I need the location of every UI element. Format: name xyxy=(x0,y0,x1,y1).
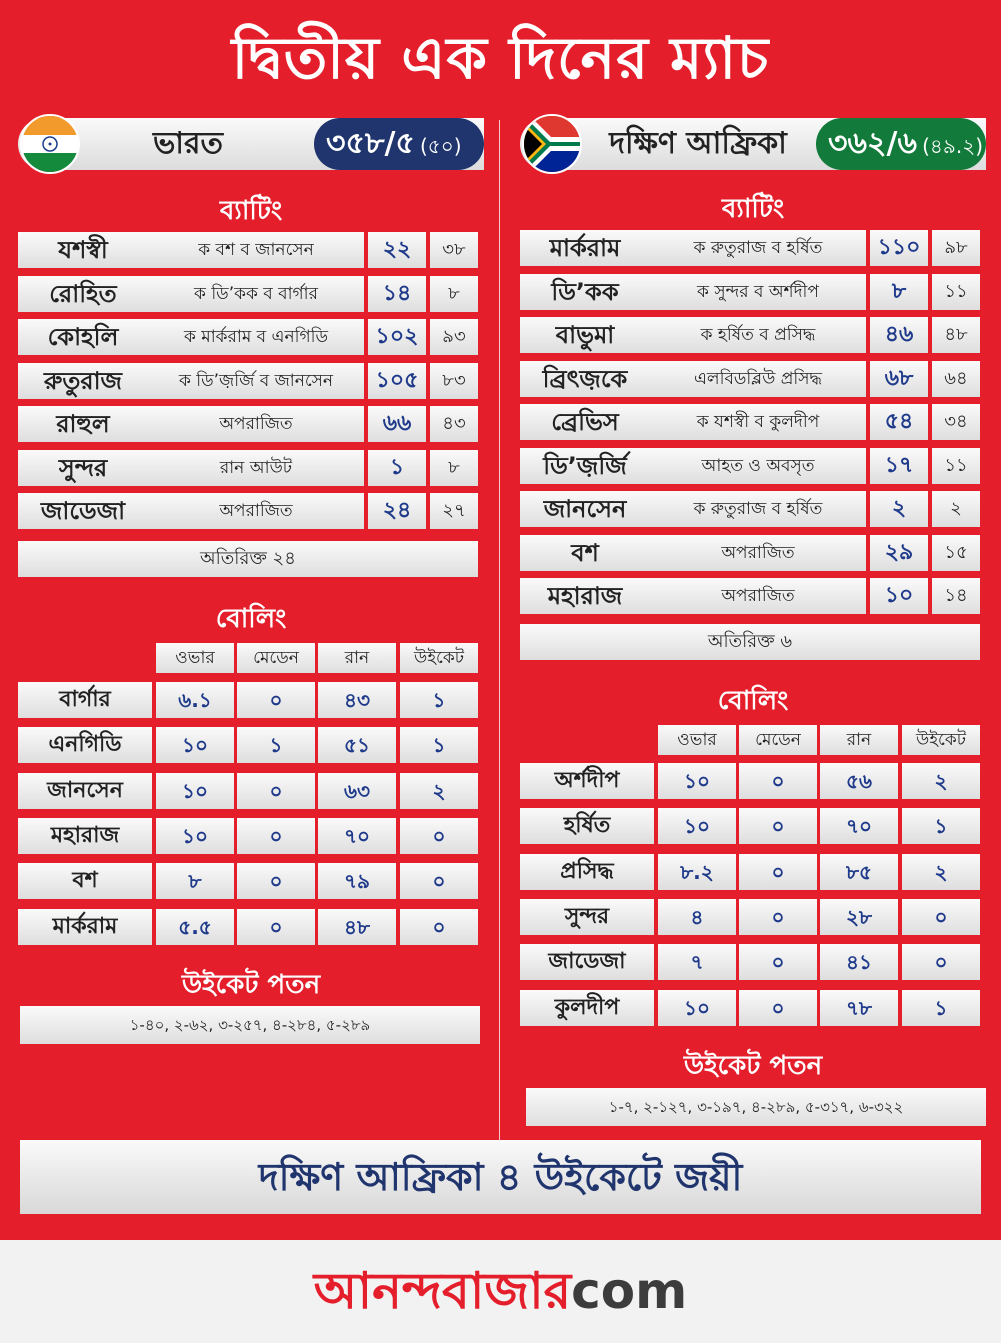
col-runs: রান xyxy=(318,643,396,673)
bowler-overs: ৮.২ xyxy=(658,854,736,890)
batting-row xyxy=(520,230,980,266)
batter-balls: ৩৪ xyxy=(932,404,980,440)
batter-balls: ৮ xyxy=(430,276,478,312)
dismissal: ক ডি’জ়র্জি ব জানসেন xyxy=(178,370,334,391)
dismissal: ক রুতুরাজ ব হর্ষিত xyxy=(693,238,823,258)
batter-name: রাহুল xyxy=(56,410,110,438)
bowling-row xyxy=(520,990,980,1026)
batter-balls: ৮ xyxy=(430,450,478,486)
bowling-row xyxy=(18,682,478,718)
batter-runs: ২৪ xyxy=(368,493,426,529)
batter-name: জানসেন xyxy=(543,495,627,523)
bowler-maidens: ০ xyxy=(739,808,817,844)
bowler-overs: ৫.৫ xyxy=(156,909,234,945)
bowler-wickets: ২ xyxy=(400,773,478,809)
sa-score: ৩৬২/৬ xyxy=(828,126,917,161)
dismissal: এলবিডব্লিউ প্রসিদ্ধ xyxy=(693,368,822,389)
bowler-runs: ৪৩ xyxy=(318,682,396,718)
batter-name: ডি’কক xyxy=(551,277,619,306)
batter-runs: ৬৬ xyxy=(368,406,426,442)
batter-runs: ১০ xyxy=(870,578,928,614)
dismissal: রান আউট xyxy=(219,457,293,478)
india-flag-icon xyxy=(20,114,80,174)
page-title: দ্বিতীয় এক দিনের ম্যাচ xyxy=(231,24,770,92)
batter-cell xyxy=(18,276,364,312)
bowling-row xyxy=(520,808,980,844)
batter-runs: ১৪ xyxy=(368,276,426,312)
batter-cell xyxy=(520,448,866,484)
india-extras: অতিরিক্ত ২৪ xyxy=(18,541,478,577)
batter-runs: ১০২ xyxy=(368,319,426,355)
bowler-wickets: ০ xyxy=(400,909,478,945)
col-wickets: উইকেট xyxy=(902,725,980,755)
batter-runs: ১০৫ xyxy=(368,363,426,399)
dismissal: ক রুতুরাজ ব হর্ষিত xyxy=(693,499,823,519)
bowler-runs: ৪৮ xyxy=(318,909,396,945)
dismissal: অপরাজিত xyxy=(721,586,795,606)
batting-row xyxy=(520,274,980,310)
bowler-name: বার্গার xyxy=(18,682,152,718)
batter-balls: ২৭ xyxy=(430,493,478,529)
batting-row xyxy=(18,493,478,529)
column-divider xyxy=(499,120,500,1140)
india-batting-heading: ব্যাটিং xyxy=(219,196,283,226)
batter-runs: ১ xyxy=(368,450,426,486)
batter-name: বাভুমা xyxy=(555,321,615,349)
brand-suffix: com xyxy=(571,1262,688,1320)
india-fall-of-wickets: ১-৪০, ২-৬২, ৩-২৫৭, ৪-২৮৪, ৫-২৮৯ xyxy=(20,1006,480,1044)
bowler-name: সুন্দর xyxy=(520,899,654,935)
batter-runs: ৬৮ xyxy=(870,361,928,397)
batter-balls: ৯৩ xyxy=(430,319,478,355)
bowler-maidens: ১ xyxy=(237,727,315,763)
bowler-name: মহারাজ xyxy=(18,818,152,854)
bowler-name: প্রসিদ্ধ xyxy=(520,854,654,890)
batter-cell xyxy=(18,319,364,355)
bowling-row xyxy=(520,899,980,935)
col-overs: ওভার xyxy=(658,725,736,755)
bowler-wickets: ১ xyxy=(400,727,478,763)
bowling-row xyxy=(18,909,478,945)
batting-row xyxy=(520,361,980,397)
batter-runs: ১৭ xyxy=(870,448,928,484)
dismissal: ক ডি’কক ব বার্গার xyxy=(194,283,318,304)
col-maidens: মেডেন xyxy=(237,643,315,673)
batting-row xyxy=(18,276,478,312)
bowler-overs: ১০ xyxy=(156,773,234,809)
bowler-wickets: ১ xyxy=(400,682,478,718)
batter-name: কোহলি xyxy=(47,323,119,351)
india-team-name: ভারত xyxy=(152,126,224,161)
batter-cell xyxy=(520,578,866,614)
bowler-maidens: ০ xyxy=(237,863,315,899)
batter-runs: ২৯ xyxy=(870,535,928,571)
bowler-maidens: ০ xyxy=(739,944,817,980)
batter-name: ব্রেভিস xyxy=(551,408,619,436)
batting-row xyxy=(18,319,478,355)
batter-balls: ৬৪ xyxy=(932,361,980,397)
bowler-maidens: ০ xyxy=(739,854,817,890)
col-maidens: মেডেন xyxy=(739,725,817,755)
match-result: দক্ষিণ আফ্রিকা ৪ উইকেটে জয়ী xyxy=(20,1140,981,1214)
brand-name: আনন্দবাজার xyxy=(313,1262,572,1320)
batting-row xyxy=(520,535,980,571)
bowler-wickets: ০ xyxy=(400,818,478,854)
batter-cell xyxy=(520,230,866,266)
batter-name: মহারাজ xyxy=(547,582,623,610)
batting-row xyxy=(520,578,980,614)
sa-team-bar xyxy=(520,118,986,170)
bowling-row xyxy=(18,863,478,899)
batter-balls: ১৫ xyxy=(932,535,980,571)
india-bowling-heading: বোলিং xyxy=(717,686,789,716)
bowler-wickets: ১ xyxy=(902,990,980,1026)
india-overs: (৫০) xyxy=(419,134,462,158)
batting-row xyxy=(520,404,980,440)
batter-name: রোহিত xyxy=(49,279,117,308)
batting-row xyxy=(520,448,980,484)
batter-cell xyxy=(18,363,364,399)
dismissal: ক হর্ষিত ব প্রসিদ্ধ xyxy=(700,325,816,345)
batter-name: ডি’জ়র্জি xyxy=(543,451,627,480)
sa-score-badge xyxy=(816,118,986,170)
bowler-overs: ১০ xyxy=(658,808,736,844)
bowler-overs: ১০ xyxy=(658,763,736,799)
bowler-overs: ১০ xyxy=(156,818,234,854)
batter-cell xyxy=(520,404,866,440)
dismissal: অপরাজিত xyxy=(219,501,293,521)
col-overs: ওভার xyxy=(156,643,234,673)
batter-cell xyxy=(18,406,364,442)
batter-cell xyxy=(520,361,866,397)
bowler-wickets: ২ xyxy=(902,854,980,890)
bowler-runs: ৭৯ xyxy=(318,863,396,899)
india-score-badge xyxy=(314,118,484,170)
dismissal: ক মার্করাম ব এনগিডি xyxy=(183,327,328,347)
bowler-runs: ৫১ xyxy=(318,727,396,763)
batter-cell xyxy=(520,317,866,353)
bowler-name: হর্ষিত xyxy=(520,808,654,844)
batter-cell xyxy=(18,493,364,529)
bowling-row xyxy=(520,763,980,799)
bowler-runs: ৪১ xyxy=(820,944,898,980)
batting-row xyxy=(520,317,980,353)
footer-brand[interactable] xyxy=(0,1240,1001,1343)
bowler-overs: ৬.১ xyxy=(156,682,234,718)
bowling-row xyxy=(18,773,478,809)
batter-balls: ৩৮ xyxy=(430,232,478,268)
india-fow-heading: উইকেট পতন xyxy=(181,970,321,1000)
bowling-row xyxy=(18,727,478,763)
bowler-runs: ৭৮ xyxy=(820,990,898,1026)
bowler-wickets: ১ xyxy=(902,808,980,844)
batter-runs: ৪৬ xyxy=(870,317,928,353)
bowler-maidens: ০ xyxy=(237,818,315,854)
sa-overs: (৪৯.২) xyxy=(922,134,984,158)
batter-name: ব্রিৎজ়কে xyxy=(542,364,628,393)
batter-name: যশস্বী xyxy=(58,236,108,264)
sa-fow-heading: উইকেট পতন xyxy=(683,1051,823,1081)
batter-name: বশ xyxy=(571,538,599,567)
batter-cell xyxy=(18,450,364,486)
batter-balls: ১১ xyxy=(932,448,980,484)
batter-balls: ৪৮ xyxy=(932,317,980,353)
bowler-overs: ৪ xyxy=(658,899,736,935)
batter-name: রুতুরাজ xyxy=(43,366,123,395)
india-bowling-header xyxy=(658,725,980,755)
batter-runs: ২ xyxy=(870,491,928,527)
batter-runs: ২২ xyxy=(368,232,426,268)
batter-runs: ৫৪ xyxy=(870,404,928,440)
dismissal: অপরাজিত xyxy=(219,414,293,434)
sa-extras: অতিরিক্ত ৬ xyxy=(520,624,980,660)
batting-row xyxy=(18,232,478,268)
bowling-row xyxy=(520,944,980,980)
batter-balls: ১১ xyxy=(932,274,980,310)
bowler-maidens: ০ xyxy=(237,773,315,809)
col-wickets: উইকেট xyxy=(400,643,478,673)
dismissal: অপরাজিত xyxy=(721,542,795,563)
batter-balls: ৮৩ xyxy=(430,363,478,399)
batter-name: জাডেজা xyxy=(40,497,126,525)
bowling-row xyxy=(18,818,478,854)
dismissal: ক বশ ব জানসেন xyxy=(198,240,314,260)
bowler-wickets: ০ xyxy=(902,944,980,980)
bowler-runs: ২৮ xyxy=(820,899,898,935)
bowler-wickets: ০ xyxy=(400,863,478,899)
sa-bowling-heading: বোলিং xyxy=(215,604,287,634)
dismissal: আহত ও অবসৃত xyxy=(701,455,815,476)
bowler-maidens: ০ xyxy=(739,899,817,935)
batter-balls: ৪৩ xyxy=(430,406,478,442)
bowler-maidens: ০ xyxy=(237,682,315,718)
bowler-runs: ৭০ xyxy=(318,818,396,854)
bowler-overs: ১০ xyxy=(658,990,736,1026)
sa-bowling-header xyxy=(156,643,478,673)
bowler-runs: ৫৬ xyxy=(820,763,898,799)
col-runs: রান xyxy=(820,725,898,755)
bowler-wickets: ২ xyxy=(902,763,980,799)
south-africa-flag-icon xyxy=(522,114,582,174)
batting-row xyxy=(18,406,478,442)
batter-balls: ৯৮ xyxy=(932,230,980,266)
batter-cell xyxy=(520,535,866,571)
batter-runs: ১১০ xyxy=(870,230,928,266)
batter-balls: ২ xyxy=(932,491,980,527)
bowler-name: কুলদীপ xyxy=(520,990,654,1026)
bowling-row xyxy=(520,854,980,890)
bowler-maidens: ০ xyxy=(739,990,817,1026)
batter-cell xyxy=(520,274,866,310)
bowler-name: অর্শদীপ xyxy=(520,763,654,799)
bowler-runs: ৬৩ xyxy=(318,773,396,809)
bowler-runs: ৮৫ xyxy=(820,854,898,890)
batter-cell xyxy=(18,232,364,268)
bowler-runs: ৭০ xyxy=(820,808,898,844)
batter-name: সুন্দর xyxy=(58,453,108,482)
batter-balls: ১৪ xyxy=(932,578,980,614)
sa-batting-heading: ব্যাটিং xyxy=(721,194,785,224)
batter-runs: ৮ xyxy=(870,274,928,310)
india-score: ৩৫৮/৫ xyxy=(326,126,415,161)
bowler-name: বশ xyxy=(18,863,152,899)
batting-row xyxy=(520,491,980,527)
bowler-maidens: ০ xyxy=(739,763,817,799)
bowler-name: জানসেন xyxy=(18,773,152,809)
bowler-name: জাডেজা xyxy=(520,944,654,980)
sa-fall-of-wickets: ১-৭, ২-১২৭, ৩-১৯৭, ৪-২৮৯, ৫-৩১৭, ৬-৩২২ xyxy=(526,1088,986,1126)
dismissal: ক সুন্দর ব অর্শদীপ xyxy=(697,281,819,302)
sa-team-name: দক্ষিণ আফ্রিকা xyxy=(609,126,787,161)
batter-cell xyxy=(520,491,866,527)
bowler-wickets: ০ xyxy=(902,899,980,935)
batting-row xyxy=(18,450,478,486)
batting-row xyxy=(18,363,478,399)
bowler-overs: ১০ xyxy=(156,727,234,763)
india-team-bar xyxy=(18,118,484,170)
bowler-overs: ৭ xyxy=(658,944,736,980)
bowler-name: এনগিডি xyxy=(18,727,152,763)
bowler-name: মার্করাম xyxy=(18,909,152,945)
bowler-maidens: ০ xyxy=(237,909,315,945)
dismissal: ক যশস্বী ব কুলদীপ xyxy=(696,412,820,432)
batter-name: মার্করাম xyxy=(549,234,621,262)
bowler-overs: ৮ xyxy=(156,863,234,899)
